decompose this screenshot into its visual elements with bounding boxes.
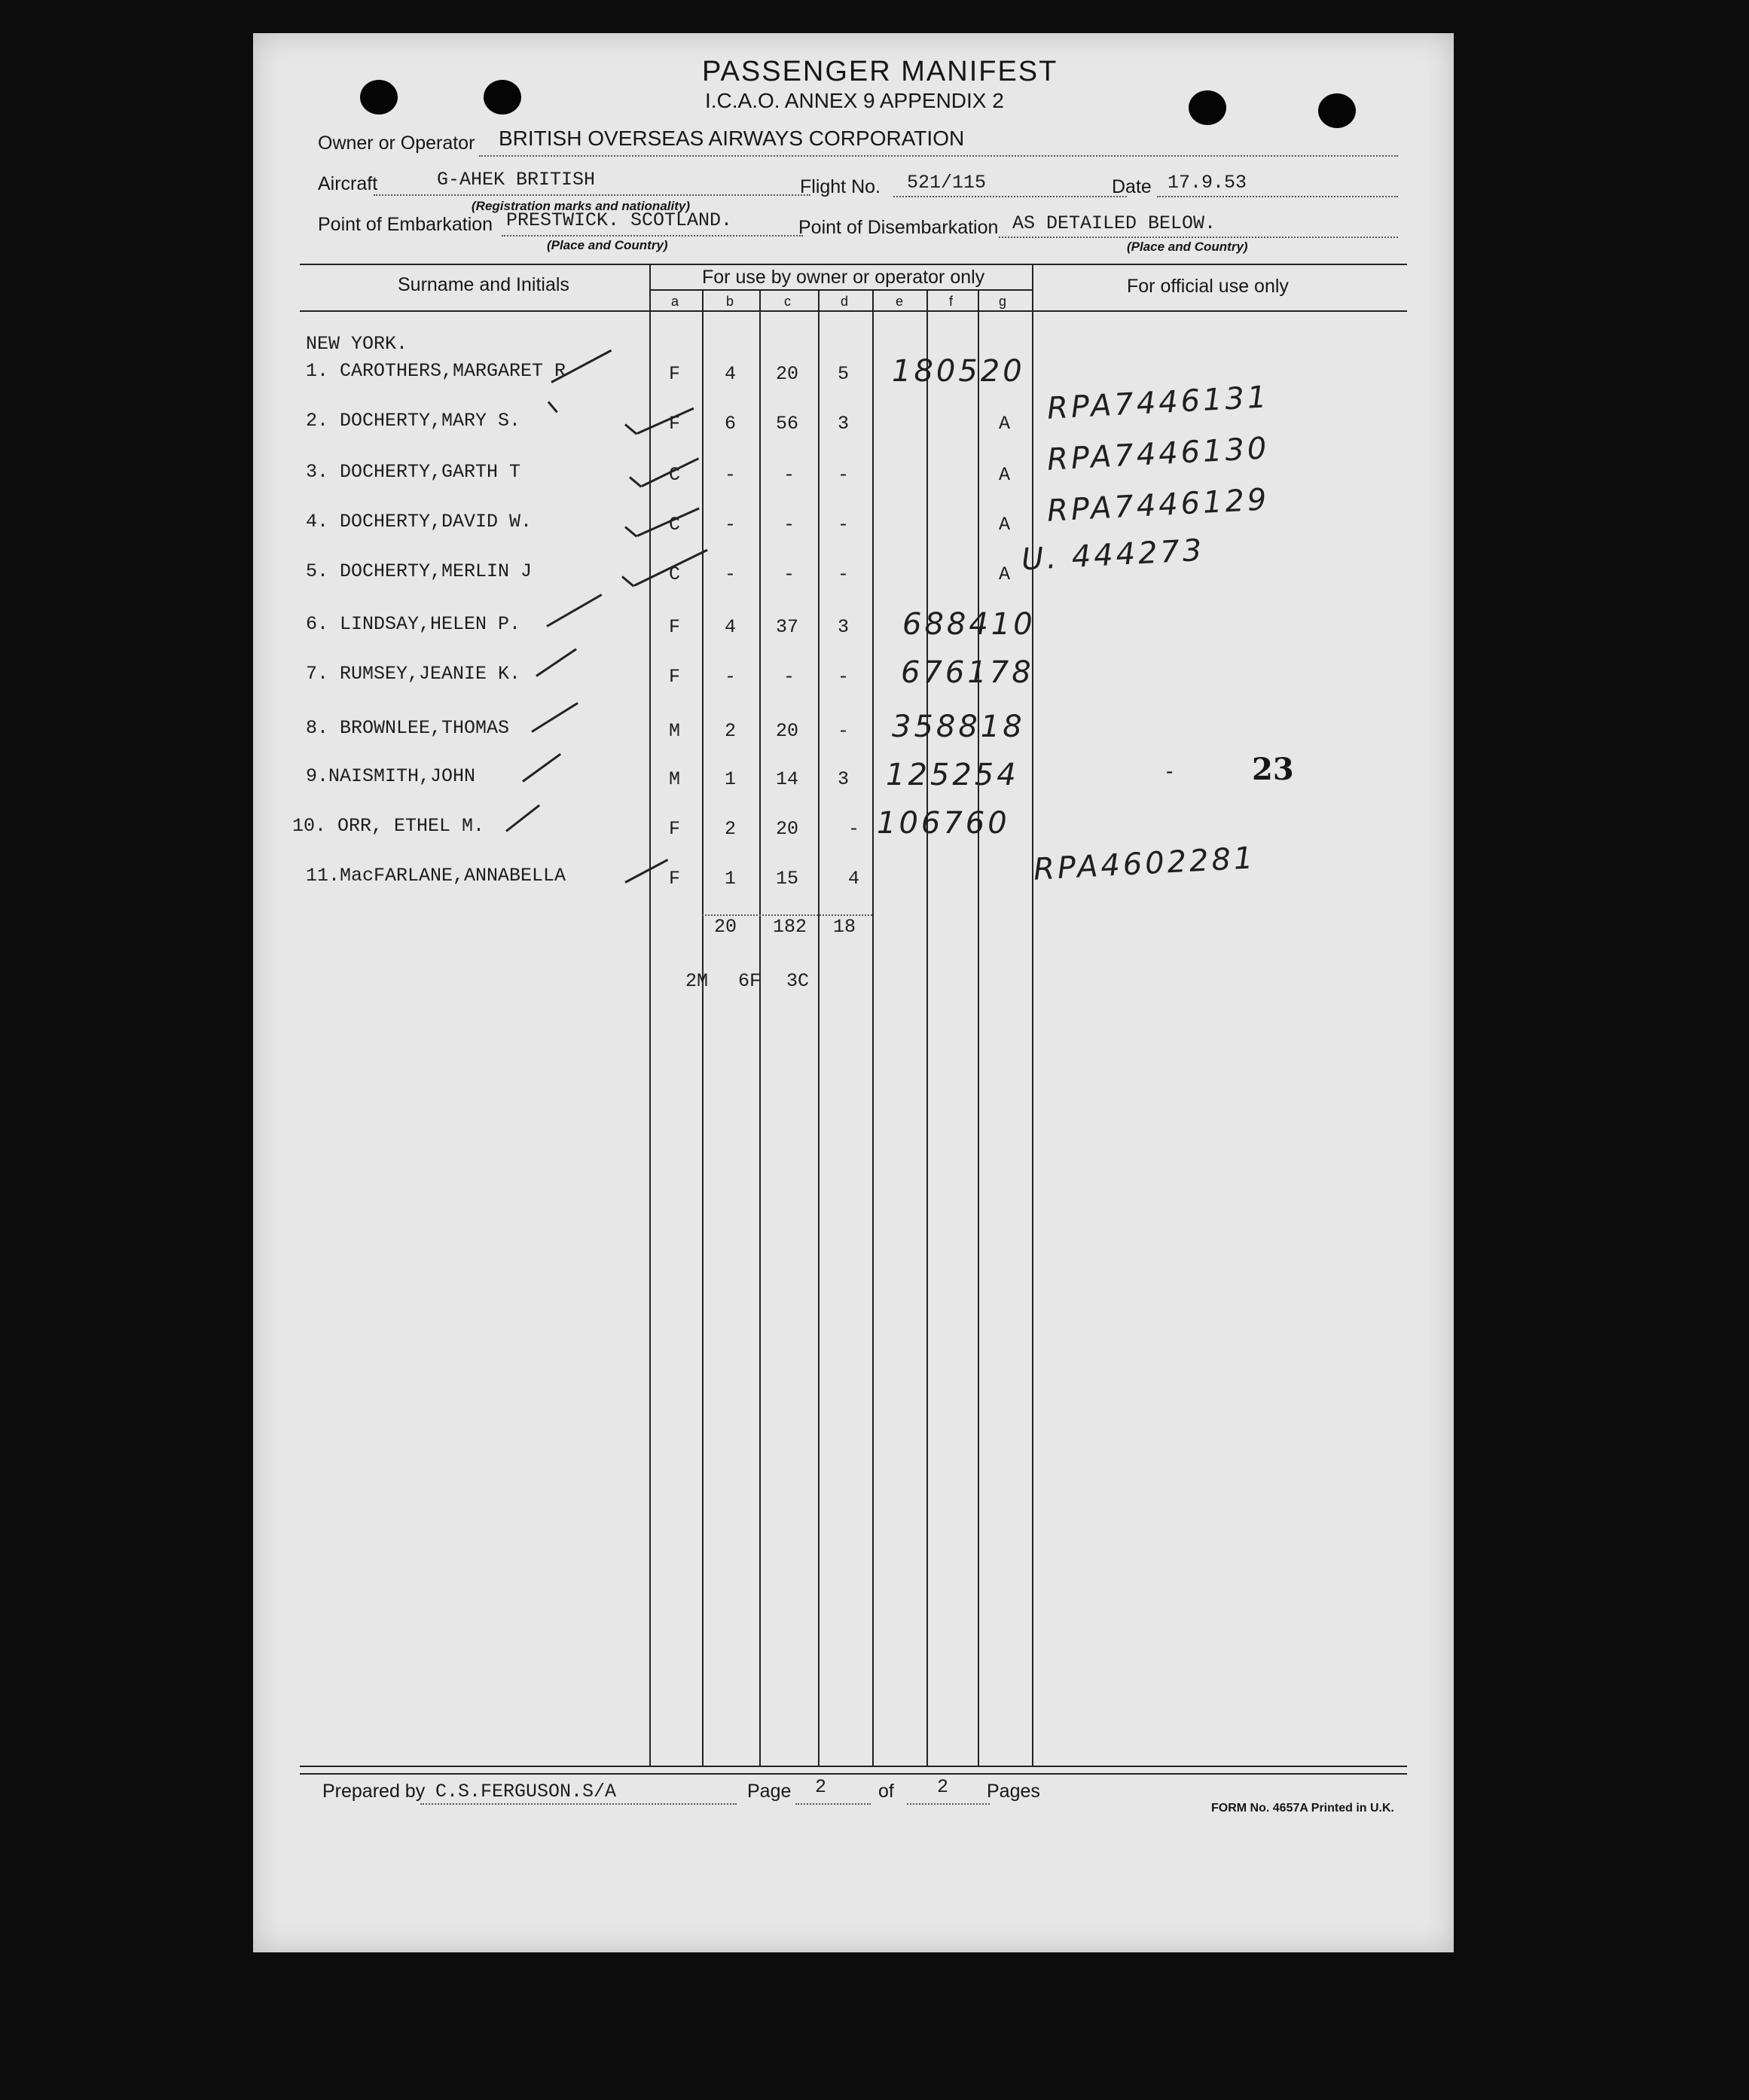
check-mark bbox=[621, 575, 634, 587]
aircraft-label: Aircraft bbox=[318, 173, 378, 194]
cell-b: - bbox=[725, 514, 737, 536]
prepared-by-label: Prepared by bbox=[322, 1781, 426, 1802]
cell-c: 20 bbox=[776, 818, 799, 840]
sub-col-c: c bbox=[784, 294, 791, 309]
form-number: FORM No. 4657A Printed in U.K. bbox=[1211, 1802, 1394, 1815]
cell-a: F bbox=[669, 413, 681, 435]
form-subtitle: I.C.A.O. ANNEX 9 APPENDIX 2 bbox=[705, 89, 1004, 112]
passenger-name: 5. DOCHERTY,MERLIN J bbox=[306, 560, 533, 582]
cell-b: 2 bbox=[725, 720, 737, 742]
official-use-entry: 23 bbox=[1252, 752, 1294, 787]
cell-g: A bbox=[999, 514, 1011, 536]
summary-female: 6F bbox=[738, 970, 762, 992]
cell-c: - bbox=[783, 514, 795, 536]
total-b: 20 bbox=[714, 916, 737, 938]
date-label: Date bbox=[1112, 176, 1152, 197]
check-mark bbox=[624, 526, 637, 537]
cell-a: M bbox=[669, 720, 681, 742]
check-mark bbox=[536, 648, 577, 676]
pages-label: Pages bbox=[987, 1781, 1040, 1802]
check-mark bbox=[505, 804, 540, 832]
embarkation-value: PRESTWICK. SCOTLAND. bbox=[506, 209, 733, 231]
cell-c: 37 bbox=[776, 616, 799, 638]
passenger-name: 1. CAROTHERS,MARGARET R bbox=[306, 360, 566, 382]
check-mark bbox=[624, 859, 668, 884]
check-mark bbox=[624, 423, 637, 435]
prepared-by-dotted-line bbox=[420, 1803, 737, 1805]
header-official: For official use only bbox=[1127, 276, 1289, 297]
table-top-rule bbox=[300, 264, 1407, 265]
page-dotted-line bbox=[795, 1803, 871, 1805]
prepared-by-value: C.S.FERGUSON.S/A bbox=[435, 1781, 617, 1802]
place-note-embarkation: (Place and Country) bbox=[547, 238, 668, 252]
punch-hole-left-2 bbox=[484, 80, 521, 114]
disembarkation-dotted-line bbox=[999, 237, 1398, 238]
official-use-entry: U. 444273 bbox=[1020, 533, 1206, 578]
punch-hole-right-1 bbox=[1189, 90, 1226, 125]
date-dotted-line bbox=[1157, 196, 1398, 197]
official-use-entry: RPA4602281 bbox=[1032, 841, 1257, 887]
cell-d: 3 bbox=[838, 616, 850, 638]
cell-a: F bbox=[669, 363, 681, 385]
cell-d: 3 bbox=[838, 413, 850, 435]
cell-g: A bbox=[999, 563, 1011, 585]
check-mark bbox=[531, 702, 578, 733]
cell-b: 1 bbox=[725, 768, 737, 790]
cell-d: 3 bbox=[838, 768, 850, 790]
flight-label: Flight No. bbox=[800, 176, 881, 197]
col-divider-d bbox=[872, 289, 874, 1766]
check-mark bbox=[522, 753, 561, 783]
cell-d: - bbox=[838, 514, 850, 536]
cell-c: - bbox=[783, 563, 795, 585]
cell-g: A bbox=[999, 413, 1011, 435]
cell-b: 4 bbox=[725, 616, 737, 638]
total-d: 18 bbox=[833, 916, 856, 938]
cell-b: 6 bbox=[725, 413, 737, 435]
page-value: 2 bbox=[815, 1776, 827, 1798]
flight-dotted-line bbox=[893, 196, 1127, 197]
cell-ef-number: 358818 bbox=[892, 710, 1025, 744]
col-divider-f bbox=[978, 289, 979, 1766]
cell-a: F bbox=[669, 666, 681, 688]
check-mark bbox=[629, 476, 642, 487]
disembarkation-value: AS DETAILED BELOW. bbox=[1012, 212, 1216, 234]
table-bottom-rule bbox=[300, 1766, 1407, 1767]
col-divider-e bbox=[926, 289, 928, 1766]
owner-label: Owner or Operator bbox=[318, 133, 475, 154]
cell-b: - bbox=[725, 563, 737, 585]
passenger-name: 11.MacFARLANE,ANNABELLA bbox=[306, 865, 566, 887]
embarkation-label: Point of Embarkation bbox=[318, 214, 493, 235]
cell-ef-number: 180520 bbox=[892, 354, 1025, 389]
col-divider-c bbox=[818, 289, 820, 1766]
check-mark bbox=[546, 594, 602, 627]
passenger-name: 7. RUMSEY,JEANIE K. bbox=[306, 663, 521, 685]
official-use-entry: RPA7446130 bbox=[1045, 431, 1271, 478]
cell-d: 5 bbox=[838, 363, 850, 385]
cell-b: 1 bbox=[725, 868, 737, 890]
manifest-sheet bbox=[253, 33, 1454, 1952]
sub-col-a: a bbox=[671, 294, 679, 309]
cell-ef-number: 688410 bbox=[902, 607, 1036, 642]
official-use-entry: RPA7446131 bbox=[1045, 380, 1271, 426]
punch-hole-left-1 bbox=[360, 80, 398, 114]
cell-b: - bbox=[725, 666, 737, 688]
passenger-name: 3. DOCHERTY,GARTH T bbox=[306, 461, 521, 483]
col-divider-b bbox=[759, 289, 761, 1766]
sub-col-f: f bbox=[949, 294, 954, 309]
summary-children: 3C bbox=[786, 970, 810, 992]
passenger-name: 10. ORR, ETHEL M. bbox=[292, 815, 485, 837]
cell-c: 20 bbox=[776, 720, 799, 742]
passenger-name: 9.NAISMITH,JOHN bbox=[306, 765, 476, 787]
col-divider-official bbox=[1032, 264, 1033, 1766]
cell-b: 2 bbox=[725, 818, 737, 840]
cell-a: F bbox=[669, 868, 681, 890]
cell-c: 20 bbox=[776, 363, 799, 385]
cell-c: 15 bbox=[776, 868, 799, 890]
cell-d: - bbox=[838, 720, 850, 742]
official-use-entry: RPA7446129 bbox=[1045, 482, 1271, 529]
embarkation-dotted-line bbox=[502, 235, 803, 237]
sub-header-rule bbox=[649, 289, 1032, 291]
cell-b: - bbox=[725, 464, 737, 486]
form-title: PASSENGER MANIFEST bbox=[702, 56, 1058, 87]
sub-col-d: d bbox=[841, 294, 849, 309]
of-dotted-line bbox=[907, 1803, 990, 1805]
cell-d: - bbox=[838, 666, 850, 688]
cell-ef-number: 106760 bbox=[877, 806, 1010, 841]
owner-value: BRITISH OVERSEAS AIRWAYS CORPORATION bbox=[499, 127, 965, 150]
of-label: of bbox=[878, 1781, 894, 1802]
flight-value: 521/115 bbox=[907, 172, 987, 194]
cell-a: C bbox=[669, 514, 681, 536]
passenger-name: 2. DOCHERTY,MARY S. bbox=[306, 410, 521, 432]
sub-col-b: b bbox=[726, 294, 734, 309]
owner-dotted-line bbox=[479, 155, 1398, 157]
cell-ef-number: 676178 bbox=[901, 655, 1034, 690]
cell-a: C bbox=[669, 464, 681, 486]
passenger-name: 4. DOCHERTY,DAVID W. bbox=[306, 511, 533, 533]
cell-g: A bbox=[999, 464, 1011, 486]
summary-male: 2M bbox=[685, 970, 709, 992]
sub-col-e: e bbox=[896, 294, 904, 309]
disembarkation-label: Point of Disembarkation bbox=[798, 217, 999, 238]
total-c: 182 bbox=[773, 916, 807, 938]
passenger-name: 8. BROWNLEE,THOMAS bbox=[306, 717, 510, 739]
cell-b: 4 bbox=[725, 363, 737, 385]
of-value: 2 bbox=[937, 1776, 949, 1798]
cell-d: - bbox=[848, 818, 860, 840]
cell-c: - bbox=[783, 464, 795, 486]
cell-d: - bbox=[838, 464, 850, 486]
col-divider-a bbox=[702, 289, 704, 1766]
check-mark bbox=[636, 407, 694, 435]
header-owner-group: For use by owner or operator only bbox=[702, 267, 985, 288]
passenger-name: 6. LINDSAY,HELEN P. bbox=[306, 613, 521, 635]
cell-c: 56 bbox=[776, 413, 799, 435]
punch-hole-right-2 bbox=[1318, 93, 1356, 128]
col-divider-surname bbox=[649, 264, 651, 1766]
cell-a: F bbox=[669, 616, 681, 638]
header-surname: Surname and Initials bbox=[398, 274, 569, 295]
destination-label: NEW YORK. bbox=[306, 333, 408, 355]
cell-c: - bbox=[783, 666, 795, 688]
cell-a: F bbox=[669, 818, 681, 840]
page-label: Page bbox=[747, 1781, 792, 1802]
footer-top-rule bbox=[300, 1773, 1407, 1775]
date-value: 17.9.53 bbox=[1168, 172, 1247, 194]
cell-d: 4 bbox=[848, 868, 860, 890]
registration-note: (Registration marks and nationality) bbox=[472, 199, 690, 213]
cell-a: C bbox=[669, 563, 681, 585]
place-note-disembarkation: (Place and Country) bbox=[1127, 240, 1248, 254]
header-bottom-rule bbox=[300, 310, 1407, 312]
check-mark bbox=[548, 401, 558, 414]
aircraft-value: G-AHEK BRITISH bbox=[437, 169, 596, 191]
aircraft-dotted-line bbox=[374, 194, 810, 196]
official-dash: - bbox=[1166, 759, 1174, 783]
cell-d: - bbox=[838, 563, 850, 585]
cell-a: M bbox=[669, 768, 681, 790]
cell-c: 14 bbox=[776, 768, 799, 790]
sub-col-g: g bbox=[999, 294, 1007, 309]
cell-ef-number: 125254 bbox=[886, 758, 1019, 792]
